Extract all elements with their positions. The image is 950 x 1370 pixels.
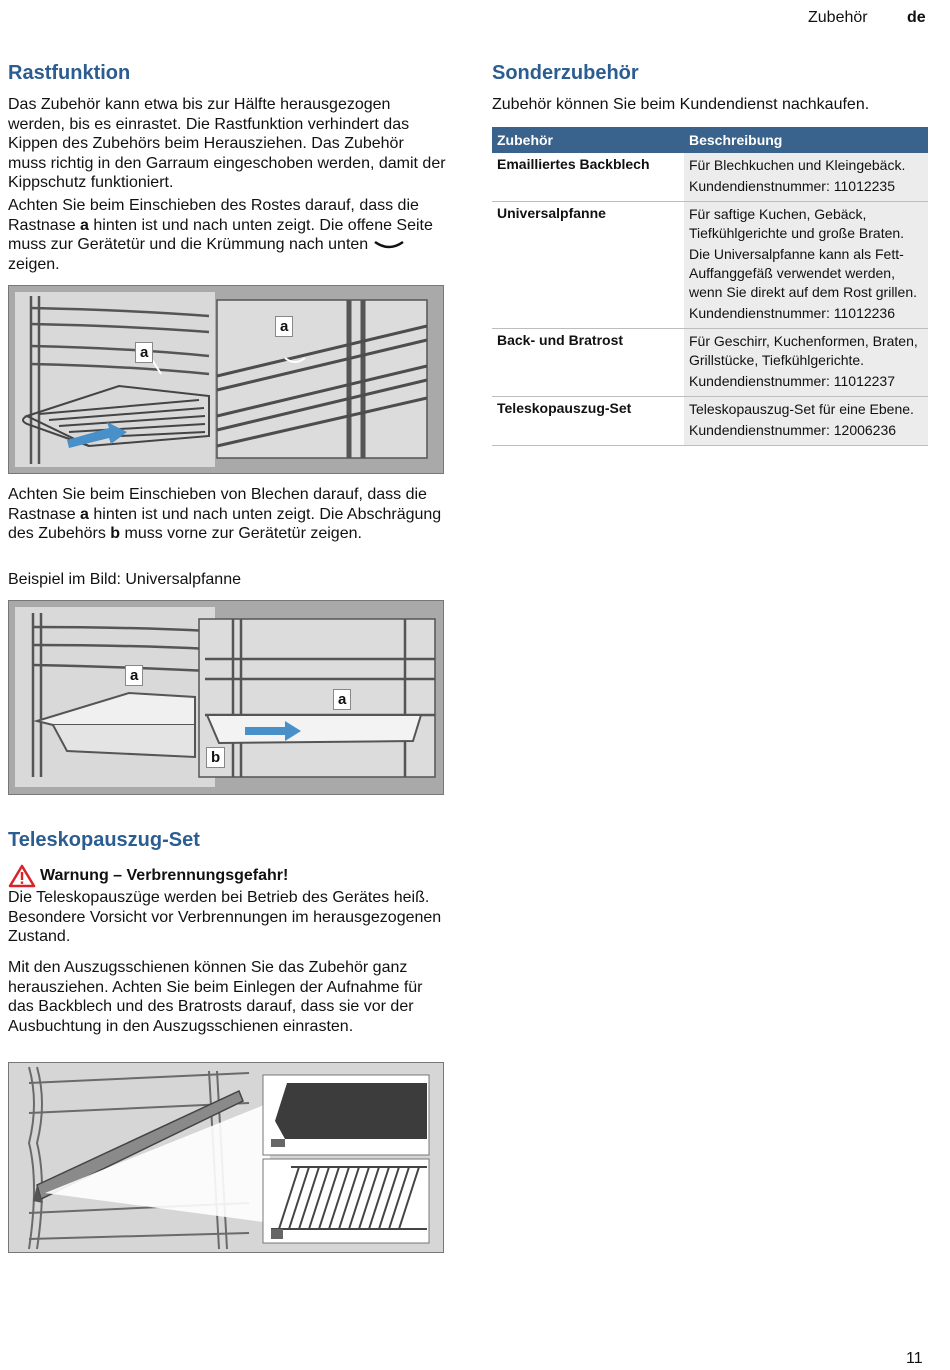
p3-text-a: Achten Sie beim Einschieben von Blechen darauf, dass die Rastnase	[8, 486, 427, 523]
rastfunktion-paragraph-3	[8, 485, 446, 544]
description-line: Für Geschirr, Kuchenformen, Braten, Grillstücke, Tiefkühlgerichte.	[689, 333, 918, 368]
table-cell-name: Teleskopauszug-Set	[492, 397, 684, 446]
accessory-table	[492, 127, 928, 446]
description-line: Für Blechkuchen und Kleingebäck.	[689, 157, 906, 173]
description-line: Die Universalpfanne kann als Fett-Auffanggefäß verwendet werden, wenn Sie direkt auf dem Rost grillen.	[689, 246, 917, 300]
table-cell-name: Emailliertes Backblech	[492, 153, 684, 202]
table-header-row	[492, 127, 928, 153]
table-header-cell: Zubehör	[492, 127, 684, 153]
callout-a-left: a	[135, 342, 153, 363]
p3-mark-b: b	[110, 525, 121, 542]
p3-text-c: muss vorne zur Gerätetür zeigen.	[120, 525, 362, 542]
figure-rack-insertion	[8, 285, 444, 474]
warning-title: Warnung – Verbrennungsgefahr!	[40, 867, 289, 885]
header-language: de	[907, 9, 926, 26]
table-cell-description	[684, 329, 928, 397]
callout-a-right: a	[333, 689, 351, 710]
description-line: Kundendienstnummer: 11012236	[689, 305, 896, 321]
rastfunktion-paragraph-1: Das Zubehör kann etwa bis zur Hälfte herausgezogen werden, bis es einrastet. Die Rastfunktion verhindert das Kippen des Zubehörs beim Herausziehen. Das Zubehör muss richtig in den Garraum eingeschoben werden, damit der Kippschutz funktioniert.	[8, 96, 446, 191]
p2-text-c: zeigen.	[8, 255, 60, 273]
p2-text-a: Achten Sie beim Einschieben des Rostes darauf, dass die Rastnase	[8, 197, 419, 234]
warning-text: Die Teleskopauszüge werden bei Betrieb des Gerätes heiß. Besondere Vorsicht vor Verbrennungen im herausgezogenen Zustand.	[8, 889, 442, 945]
description-line: Kundendienstnummer: 11012237	[689, 373, 896, 389]
table-cell-description	[684, 153, 928, 202]
header-section: Zubehör	[808, 9, 868, 26]
callout-a-right: a	[275, 316, 293, 337]
rastfunktion-paragraph-2	[8, 196, 446, 274]
table-row	[492, 153, 928, 202]
page-number: 11	[906, 1350, 923, 1367]
p3-mark-a: a	[80, 505, 89, 523]
table-row	[492, 397, 928, 446]
sonderzubehoer-title: Sonderzubehör	[492, 62, 639, 84]
table-cell-name: Back- und Bratrost	[492, 329, 684, 397]
teleskop-title: Teleskopauszug-Set	[8, 829, 200, 851]
description-line: Für saftige Kuchen, Gebäck, Tiefkühlgerichte und große Braten.	[689, 206, 905, 241]
description-line: Kundendienstnummer: 12006236	[689, 422, 897, 438]
rastfunktion-paragraph-4: Beispiel im Bild: Universalpfanne	[8, 571, 241, 588]
sonderzubehoer-intro: Zubehör können Sie beim Kundendienst nachkaufen.	[492, 96, 870, 113]
table-row	[492, 202, 928, 329]
curve-down-icon	[373, 240, 405, 250]
callout-b: b	[206, 747, 225, 768]
description-line: Teleskopauszug-Set für eine Ebene.	[689, 401, 914, 417]
description-line: Kundendienstnummer: 11012235	[689, 178, 896, 194]
table-cell-name: Universalpfanne	[492, 202, 684, 329]
warning-triangle-icon	[8, 864, 36, 888]
figure-tray-insertion	[8, 600, 444, 795]
table-row	[492, 329, 928, 397]
callout-a-left: a	[125, 665, 143, 686]
warning-heading	[8, 864, 288, 888]
table-cell-description	[684, 397, 928, 446]
teleskop-paragraph: Mit den Auszugsschienen können Sie das Zubehör ganz herausziehen. Achten Sie beim Einlegen der Aufnahme für das Backblech und des Bratrosts darauf, dass sie vor der Ausbuchtung in den Auszugsschienen einrasten.	[8, 959, 423, 1035]
p2-mark-a: a	[80, 216, 89, 234]
table-cell-description	[684, 202, 928, 329]
p3-text-b: hinten ist und nach unten zeigt. Die Abschrägung des Zubehörs	[8, 505, 442, 542]
figure-telescopic-rails	[8, 1062, 444, 1253]
table-header-cell: Beschreibung	[684, 127, 928, 153]
rastfunktion-title: Rastfunktion	[8, 62, 131, 84]
p2-text-b: hinten ist und nach unten zeigt. Die offene Seite muss zur Gerätetür und die Krümmung nach unten	[8, 216, 433, 253]
